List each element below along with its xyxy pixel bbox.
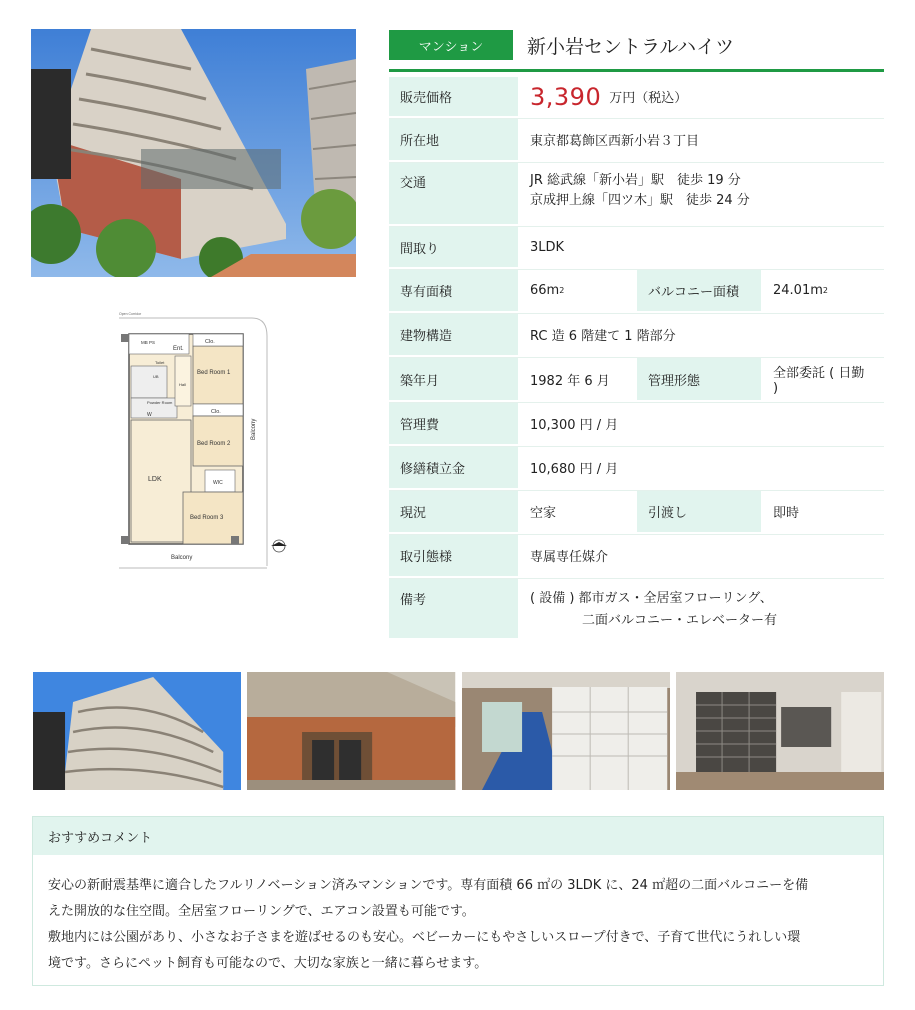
- notes-label: 備考: [389, 579, 518, 638]
- fp-w: W: [147, 412, 152, 418]
- fp-hall: Hall: [179, 382, 186, 387]
- comment-para2-line2: 境です。さらにペット飼育も可能なので、大切な家族と一緒に暮らせます。: [48, 956, 488, 971]
- thumbnail-entrance[interactable]: [247, 672, 455, 790]
- comment-heading: おすすめコメント: [33, 817, 883, 855]
- notes-line-2: 二面バルコニー・エレベーター有: [582, 613, 778, 628]
- fp-bed1: Bed Room 1: [197, 370, 231, 376]
- fp-balcony-side: Balcony: [251, 418, 257, 440]
- transaction-label: 取引態様: [389, 535, 518, 576]
- spec-row-repair-fund: [389, 446, 884, 490]
- management-type-label: 管理形態: [637, 358, 761, 400]
- fp-mbps: MB PS: [141, 340, 156, 345]
- floor-plan: [117, 306, 287, 570]
- address-label: 所在地: [389, 119, 518, 160]
- transport-value: [518, 163, 884, 224]
- photo-thumbnails: [33, 672, 884, 790]
- fp-powder: Powder Room: [147, 400, 173, 405]
- fp-open-corridor: Open Corridor: [119, 312, 142, 316]
- area-sup: 2: [559, 286, 565, 295]
- repair-fund-label: 修繕積立金: [389, 447, 518, 488]
- area-value: 66m: [530, 283, 560, 298]
- spec-row-built: [389, 357, 884, 402]
- balcony-sup: 2: [822, 286, 828, 295]
- spec-row-management-fee: [389, 402, 884, 446]
- built-value: 1982 年 6 月: [530, 373, 610, 389]
- spec-row-transport: [389, 162, 884, 226]
- comment-para1-line2: えた開放的な住空間。全居室フローリングで、エアコン設置も可能です。: [48, 904, 475, 919]
- notes-line-1: ( 設備 ) 都市ガス・全居室フローリング、: [530, 591, 773, 606]
- fp-ent: Ent.: [173, 346, 184, 352]
- fp-wic: WIC: [213, 480, 223, 486]
- layout-label: 間取り: [389, 227, 518, 267]
- thumbnail-mailboxes[interactable]: [676, 672, 884, 790]
- spec-row-layout: [389, 226, 884, 269]
- property-type-badge: マンション: [389, 30, 513, 60]
- structure-value: RC 造 6 階建て 1 階部分: [530, 329, 676, 344]
- building-main-photo: [31, 29, 356, 277]
- thumbnail-exterior[interactable]: [33, 672, 241, 790]
- recommendation-comment: [32, 816, 884, 986]
- transport-label: 交通: [389, 163, 518, 224]
- fp-clo2: Clo.: [211, 409, 221, 415]
- built-label: 築年月: [389, 358, 518, 400]
- handover-value: 即時: [773, 506, 800, 521]
- spec-row-status: [389, 490, 884, 534]
- transport-line-2: 京成押上線「四ツ木」駅 徒歩 24 分: [530, 193, 750, 208]
- fp-bed2: Bed Room 2: [197, 441, 231, 447]
- price-label: 販売価格: [389, 77, 518, 116]
- spec-row-notes: [389, 578, 884, 640]
- fp-ldk: LDK: [148, 476, 162, 483]
- status-value: 空家: [530, 506, 557, 521]
- spec-row-address: [389, 118, 884, 162]
- spec-row-transaction: [389, 534, 884, 578]
- fp-ub: UB: [153, 374, 159, 379]
- balcony-value: 24.01m: [773, 283, 823, 298]
- notes-value: [518, 579, 884, 638]
- spec-table: [389, 77, 884, 640]
- management-fee-label: 管理費: [389, 403, 518, 444]
- fp-balcony-bottom: Balcony: [171, 555, 193, 561]
- layout-value: 3LDK: [530, 239, 565, 255]
- handover-label: 引渡し: [637, 491, 761, 532]
- transaction-value: 専属専任媒介: [530, 550, 609, 565]
- spec-row-structure: [389, 313, 884, 357]
- structure-label: 建物構造: [389, 314, 518, 355]
- repair-fund-value: 10,680 円 / 月: [530, 462, 619, 477]
- area-label: 専有面積: [389, 270, 518, 311]
- spec-row-price: [389, 77, 884, 118]
- management-fee-value: 10,300 円 / 月: [530, 418, 619, 433]
- fp-bed3: Bed Room 3: [190, 515, 224, 521]
- property-name: 新小岩セントラルハイツ: [527, 35, 735, 58]
- header-divider: [389, 69, 884, 72]
- area-value-cell: [518, 270, 637, 311]
- balcony-label: バルコニー面積: [637, 270, 761, 311]
- comment-para2-line1: 敷地内には公園があり、小さなお子さまを遊ばせるのも安心。ベビーカーにもやさしいスロープ付きで、子育て世代にうれしい環: [48, 930, 801, 945]
- fp-toilet: Toilet: [155, 360, 165, 365]
- spec-row-area: [389, 269, 884, 313]
- price-value: 3,390: [530, 82, 602, 111]
- fp-clo1: Clo.: [205, 339, 215, 345]
- balcony-value-cell: [761, 270, 884, 311]
- price-value-cell: [518, 77, 884, 116]
- thumbnail-lobby[interactable]: [462, 672, 670, 790]
- comment-body: [33, 855, 883, 977]
- status-label: 現況: [389, 491, 518, 532]
- address-value: 東京都葛飾区西新小岩３丁目: [530, 134, 700, 149]
- price-unit: 万円（税込）: [609, 91, 688, 106]
- transport-line-1: JR 総武線「新小岩」駅 徒歩 19 分: [530, 173, 741, 188]
- comment-para1-line1: 安心の新耐震基準に適合したフルリノベーション済みマンションです。専有面積 66 ㎡の 3LDK に、24 ㎡超の二面バルコニーを備: [48, 878, 809, 893]
- management-type-value: 全部委託 ( 日勤 ): [773, 366, 865, 396]
